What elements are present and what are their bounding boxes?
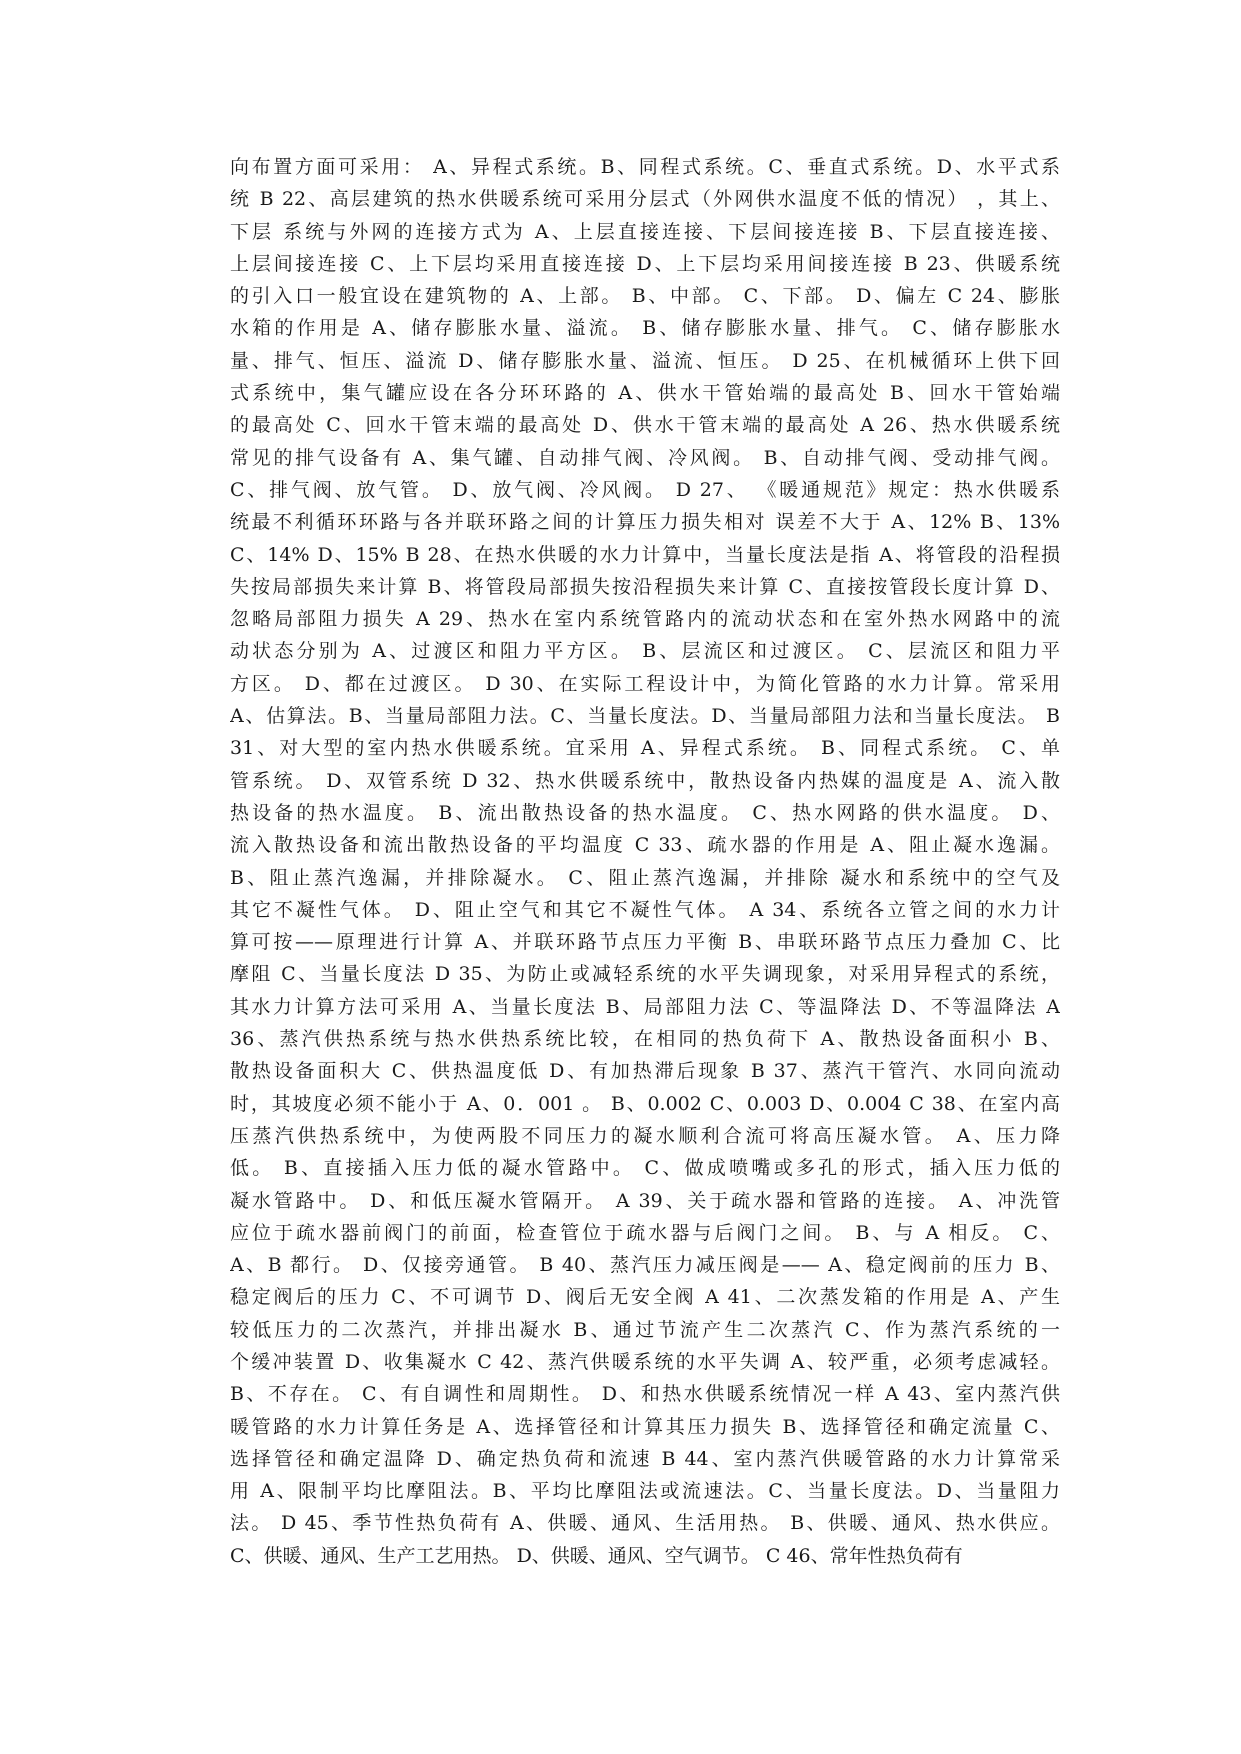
document-text-line: B、阻止蒸汽逸漏，并排除凝水。 C、阻止蒸汽逸漏，并排除 凝水和系统中的空气及	[230, 866, 1060, 889]
document-text-line: 管系统。 D、双管系统 D 32、热水供暖系统中，散热设备内热媒的温度是 A、流入散	[230, 769, 1060, 792]
document-text-line: 式系统中，集气罐应设在各分环环路的 A、供水干管始端的最高处 B、回水干管始端	[230, 382, 1060, 405]
document-text-line: 个缓冲装置 D、收集凝水 C 42、蒸汽供暖系统的水平失调 A、较严重，必须考虑减轻。	[230, 1350, 1060, 1373]
document-text-line: 暖管路的水力计算任务是 A、选择管径和计算其压力损失 B、选择管径和确定流量 C、	[230, 1415, 1060, 1438]
document-text-line: 上层间接连接 C、上下层均采用直接连接 D、上下层均采用间接连接 B 23、供暖系统	[230, 252, 1060, 275]
document-text-line: A、估算法。B、当量局部阻力法。C、当量长度法。D、当量局部阻力法和当量长度法。 B	[230, 705, 1060, 728]
document-text-line: A、B 都行。 D、仅接旁通管。 B 40、蒸汽压力减压阀是—— A、稳定阀前的压力 B、	[230, 1254, 1060, 1277]
document-text-line: 31、对大型的室内热水供暖系统。宜采用 A、异程式系统。 B、同程式系统。 C、单	[230, 737, 1060, 760]
document-text-line: 其水力计算方法可采用 A、当量长度法 B、局部阻力法 C、等温降法 D、不等温降法 A	[230, 995, 1060, 1018]
document-text-line: 应位于疏水器前阀门的前面，检查管位于疏水器与后阀门之间。 B、与 A 相反。 C、	[230, 1221, 1060, 1244]
document-text-line: 量、排气、恒压、溢流 D、储存膨胀水量、溢流、恒压。 D 25、在机械循环上供下回	[230, 349, 1060, 372]
document-text-line: 热设备的热水温度。 B、流出散热设备的热水温度。 C、热水网路的供水温度。 D、	[230, 801, 1060, 824]
document-text-line: 凝水管路中。 D、和低压凝水管隔开。 A 39、关于疏水器和管路的连接。 A、冲洗管	[230, 1189, 1060, 1212]
document-text-line: 动状态分别为 A、过渡区和阻力平方区。 B、层流区和过渡区。 C、层流区和阻力平	[230, 640, 1060, 663]
document-text-line: 压蒸汽供热系统中，为使两股不同压力的凝水顺利合流可将高压凝水管。 A、压力降	[230, 1124, 1060, 1147]
document-text-line: 向布置方面可采用： A、异程式系统。B、同程式系统。C、垂直式系统。D、水平式系	[230, 156, 1060, 178]
document-text-line: 的最高处 C、回水干管末端的最高处 D、供水干管末端的最高处 A 26、热水供暖系统	[230, 414, 1060, 437]
document-text-line: C、排气阀、放气管。 D、放气阀、冷风阀。 D 27、 《暖通规范》规定：热水供暖系	[230, 478, 1060, 501]
document-text-line: 其它不凝性气体。 D、阻止空气和其它不凝性气体。 A 34、系统各立管之间的水力计	[230, 898, 1060, 921]
document-text-line: 下层 系统与外网的连接方式为 A、上层直接连接、下层间接连接 B、下层直接连接、	[230, 220, 1060, 243]
document-text-line: 选择管径和确定温降 D、确定热负荷和流速 B 44、室内蒸汽供暖管路的水力计算常采	[230, 1447, 1060, 1470]
document-text-line: 失按局部损失来计算 B、将管段局部损失按沿程损失来计算 C、直接按管段长度计算 D、	[230, 575, 1060, 598]
document-text-line: 统最不利循环环路与各并联环路之间的计算压力损失相对 误差不大于 A、12% B、13%	[230, 511, 1060, 534]
document-body-text	[230, 151, 1060, 1572]
document-text-line: 较低压力的二次蒸汽，并排出凝水 B、通过节流产生二次蒸汽 C、作为蒸汽系统的一	[230, 1318, 1060, 1341]
document-text-line: 摩阻 C、当量长度法 D 35、为防止或减轻系统的水平失调现象，对采用异程式的系统，	[230, 963, 1060, 986]
document-text-line: C、14% D、15% B 28、在热水供暖的水力计算中，当量长度法是指 A、将管段的沿程损	[230, 543, 1060, 566]
document-text-line: 方区。 D、都在过渡区。 D 30、在实际工程设计中，为简化管路的水力计算。常采用	[230, 672, 1060, 695]
document-text-line: 流入散热设备和流出散热设备的平均温度 C 33、疏水器的作用是 A、阻止凝水逸漏。	[230, 834, 1060, 857]
document-text-line: 算可按——原理进行计算 A、并联环路节点压力平衡 B、串联环路节点压力叠加 C、比	[230, 931, 1060, 954]
document-text-line: 忽略局部阻力损失 A 29、热水在室内系统管路内的流动状态和在室外热水网路中的流	[230, 608, 1060, 631]
document-text-line: 稳定阀后的压力 C、不可调节 D、阀后无安全阀 A 41、二次蒸发箱的作用是 A、产生	[230, 1286, 1060, 1309]
document-text-line: 统 B 22、高层建筑的热水供暖系统可采用分层式（外网供水温度不低的情况） ，其上、	[230, 188, 1060, 211]
document-text-line: C、供暖、通风、生产工艺用热。 D、供暖、通风、空气调节。 C 46、常年性热负荷有	[230, 1544, 963, 1567]
document-text-line: 法。 D 45、季节性热负荷有 A、供暖、通风、生活用热。 B、供暖、通风、热水供应。	[230, 1512, 1060, 1535]
document-text-line: 常见的排气设备有 A、集气罐、自动排气阀、冷风阀。 B、自动排气阀、受动排气阀。	[230, 446, 1060, 469]
document-text-line: 低。 B、直接插入压力低的凝水管路中。 C、做成喷嘴或多孔的形式，插入压力低的	[230, 1157, 1060, 1180]
document-text-line: B、不存在。 C、有自调性和周期性。 D、和热水供暖系统情况一样 A 43、室内蒸汽供	[230, 1383, 1060, 1406]
document-text-line: 水箱的作用是 A、储存膨胀水量、溢流。 B、储存膨胀水量、排气。 C、储存膨胀水	[230, 317, 1060, 340]
document-text-line: 时，其坡度必须不能小于 A、0．001 。 B、0.002 C、0.003 D、0.004 C 38、在室内高	[230, 1092, 1060, 1115]
document-text-line: 36、蒸汽供热系统与热水供热系统比较，在相同的热负荷下 A、散热设备面积小 B、	[230, 1028, 1060, 1051]
document-text-line: 用 A、限制平均比摩阻法。B、平均比摩阻法或流速法。C、当量长度法。D、当量阻力	[230, 1480, 1060, 1503]
document-text-line: 的引入口一般宜设在建筑物的 A、上部。 B、中部。 C、下部。 D、偏左 C 24、膨胀	[230, 285, 1060, 308]
document-text-line: 散热设备面积大 C、供热温度低 D、有加热滞后现象 B 37、蒸汽干管汽、水同向流动	[230, 1060, 1060, 1083]
